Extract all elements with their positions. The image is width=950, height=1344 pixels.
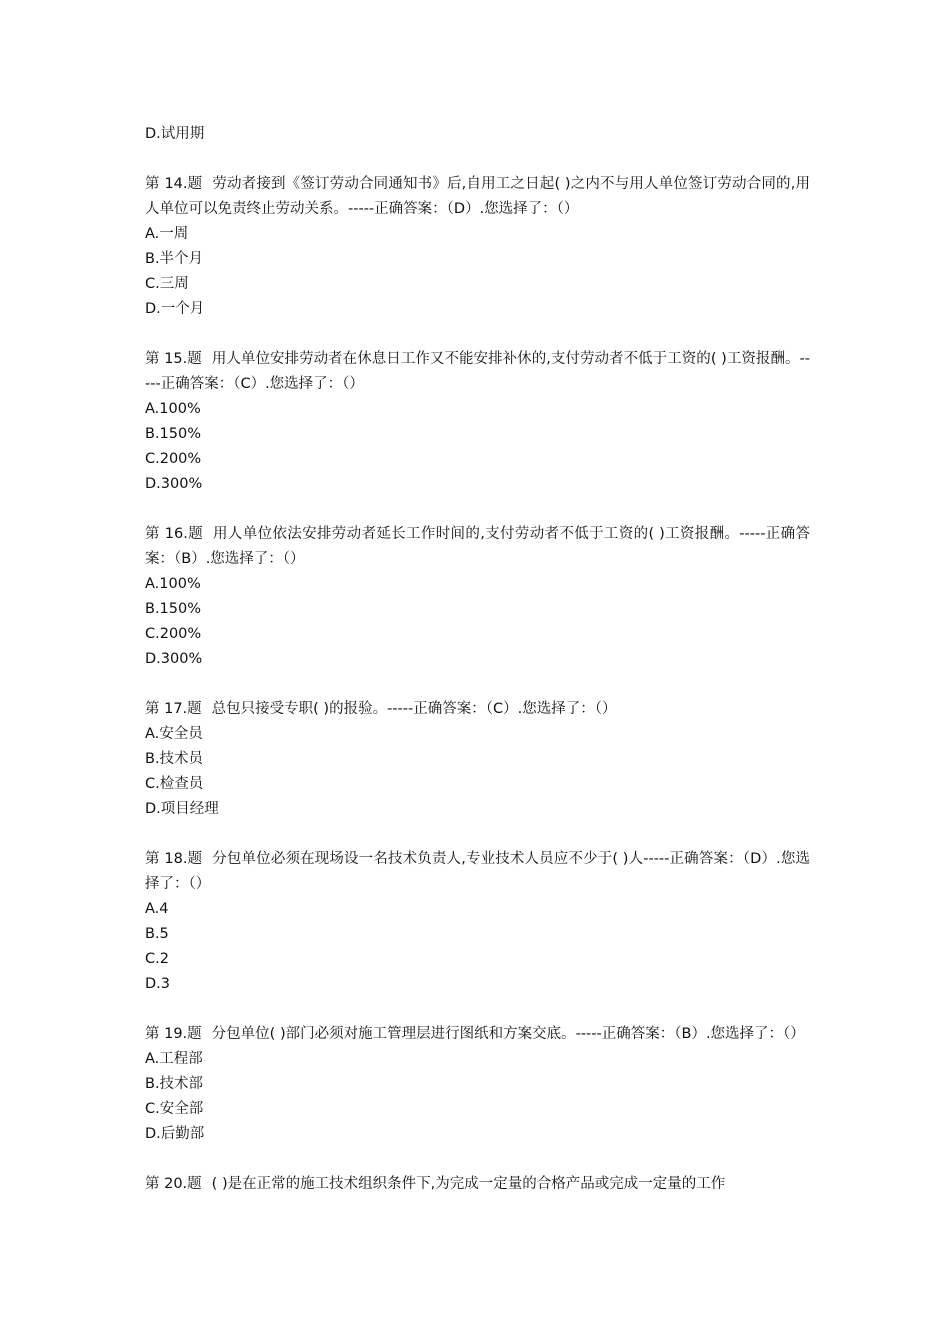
answer-option: D.后勤部 (145, 1126, 205, 1142)
question-block (145, 347, 810, 497)
question-text (145, 697, 810, 722)
question-list (145, 172, 810, 1197)
question-block (145, 522, 810, 672)
answer-option: B.5 (145, 926, 169, 942)
question-number: 第 17.题 (145, 701, 202, 717)
answer-option: C.2 (145, 951, 169, 967)
answer-option: D.300% (145, 476, 203, 492)
question-number: 第 15.题 (145, 351, 202, 367)
document-page (145, 122, 810, 1197)
question-body: 用人单位安排劳动者在休息日工作又不能安排补休的,支付劳动者不低于工资的( )工资报酬。-----正确答案：（C）.您选择了：（） (145, 351, 810, 392)
question-block (145, 172, 810, 322)
answer-option: A.一周 (145, 226, 189, 242)
answer-option: A.4 (145, 901, 169, 917)
question-body: 分包单位( )部门必须对施工管理层进行图纸和方案交底。-----正确答案：（B）.您选择了：（） (211, 1026, 805, 1042)
answer-option: A.100% (145, 576, 201, 592)
answer-option: B.半个月 (145, 251, 204, 267)
question-text (145, 847, 810, 897)
answer-option: C.200% (145, 451, 202, 467)
question-text (145, 1022, 810, 1047)
question-body: ( )是在正常的施工技术组织条件下,为完成一定量的合格产品或完成一定量的工作 (211, 1176, 726, 1192)
answer-option: C.200% (145, 626, 202, 642)
question-number: 第 18.题 (145, 851, 203, 867)
question-body: 总包只接受专职( )的报验。-----正确答案：（C）.您选择了：（） (211, 701, 617, 717)
question-text (145, 522, 810, 572)
question-block (145, 697, 810, 822)
answer-option: D.3 (145, 976, 170, 992)
option-d-previous-question: D.试用期 (145, 126, 205, 142)
question-body: 分包单位必须在现场设一名技术负责人,专业技术人员应不少于( )人-----正确答案：（D）.您选择了：（） (145, 851, 810, 892)
question-number: 第 16.题 (145, 526, 204, 542)
answer-option: D.项目经理 (145, 801, 219, 817)
question-number: 第 14.题 (145, 176, 203, 192)
question-block (145, 847, 810, 997)
question-text (145, 172, 810, 222)
answer-option: B.150% (145, 426, 202, 442)
question-text (145, 1172, 810, 1197)
answer-option: D.300% (145, 651, 203, 667)
answer-option: B.技术员 (145, 751, 204, 767)
answer-option: D.一个月 (145, 301, 205, 317)
answer-option: A.安全员 (145, 726, 203, 742)
answer-option: C.检查员 (145, 776, 204, 792)
question-block (145, 1022, 810, 1147)
answer-option: A.100% (145, 401, 201, 417)
question-body: 劳动者接到《签订劳动合同通知书》后,自用工之日起( )之内不与用人单位签订劳动合同的,用人单位可以免责终止劳动关系。-----正确答案：（D）.您选择了：（） (145, 176, 811, 217)
answer-option: B.技术部 (145, 1076, 204, 1092)
answer-option: C.三周 (145, 276, 189, 292)
answer-option: B.150% (145, 601, 202, 617)
question-block (145, 1172, 810, 1197)
question-number: 第 19.题 (145, 1026, 202, 1042)
question-text (145, 347, 810, 397)
answer-option: C.安全部 (145, 1101, 204, 1117)
question-body: 用人单位依法安排劳动者延长工作时间的,支付劳动者不低于工资的( )工资报酬。-----正确答案：（B）.您选择了：（） (145, 526, 810, 567)
question-number: 第 20.题 (145, 1176, 202, 1192)
answer-option: A.工程部 (145, 1051, 203, 1067)
